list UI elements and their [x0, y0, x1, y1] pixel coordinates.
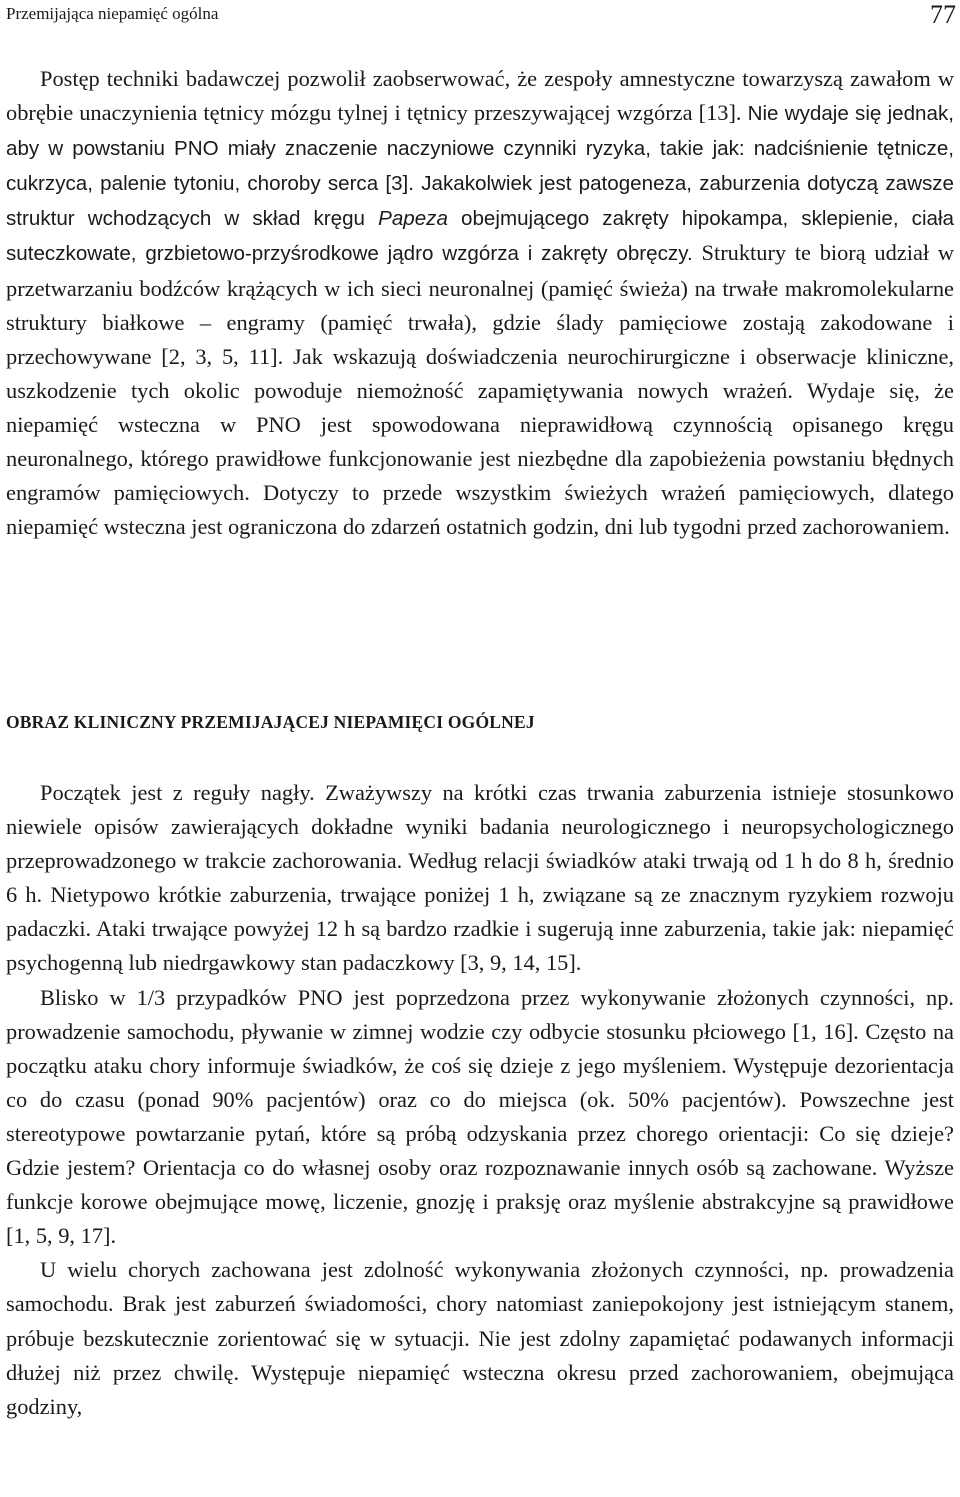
paragraph: Blisko w 1/3 przypadków PNO jest poprzedzona przez wykonywanie złożonych czynności, np. prowadzenie samochodu, pływanie w zimnej wodzie czy odbycie stosunku płciowego [1, 16]. Często na początku ataku chory informuje świadków, że coś się dzieje z jego myśleniem. Występuje dezorientacja co do czasu (ponad 90% pacjentów) oraz co do miejsca (ok. 50% pacjentów). Powszechne jest stereotypowe powtarzanie pytań, które są próbą odzyskania przez chorego orientacji: Co się dzieje? Gdzie jestem? Orientacja co do własnej osoby oraz rozpoznawanie innych osób są zachowane. Wyższe funkcje korowe obejmujące mowę, liczenie, gnozję i praksję oraz myślenie abstrakcyjne są prawidłowe [1, 5, 9, 17].	[6, 984, 954, 1249]
section-clinical-picture	[6, 776, 954, 1424]
page-number: 77	[930, 0, 956, 29]
running-title: Przemijająca niepamięć ogólna	[6, 4, 219, 23]
text-run: Struktury te biorą udział w przetwarzaniu bodźców krążących w ich sieci neuronalnej (pamięć świeża) na trwałe makromolekularne struktury białkowe – engramy (pamięć trwała), gdzie ślady pamięciowe zostają zakodowane i przechowywane [2, 3, 5, 11]. Jak wskazują doświadczenia neurochirurgiczne i obserwacje kliniczne, uszkodzenie tych okolic powoduje niemożność zapamiętywania nowych wrażeń. Wydaje się, że niepamięć wsteczna w PNO jest spowodowana nieprawidłową czynnością opisanego kręgu neuronalnego, którego prawidłowe funkcjonowanie jest niezbędne dla zapobieżenia powstaniu błędnych engramów pamięciowych. Dotyczy to przede wszystkim świeżych wrażeń pamięciowych, dlatego niepamięć wsteczna jest ograniczona do zdarzeń ostatnich godzin, dni lub tygodni przed zachorowaniem.	[6, 240, 954, 540]
paragraph: Początek jest z reguły nagły. Zważywszy na krótki czas trwania zaburzenia istnieje stosunkowo niewiele opisów zawierających dokładne wyniki badania neurologicznego i neuropsychologicznego przeprowadzonego w trakcie zachorowania. Według relacji świadków ataki trwają od 1 h do 8 h, średnio 6 h. Nietypowo krótkie zaburzenia, trwające poniżej 1 h, związane są ze znacznym ryzykiem rozwoju padaczki. Ataki trwające powyżej 12 h są bardzo rzadkie i sugerują inne zaburzenia, takie jak: niepamięć psychogenną lub niedrgawkowy stan padaczkowy [3, 9, 14, 15].	[6, 780, 954, 976]
italic-term: Papeza	[378, 207, 448, 231]
paragraph	[6, 62, 954, 544]
section-heading: OBRAZ KLINICZNY PRZEMIJAJĄCEJ NIEPAMIĘCI OGÓLNEJ	[6, 712, 535, 732]
paragraph: U wielu chorych zachowana jest zdolność wykonywania złożonych czynności, np. prowadzenia samochodu. Brak jest zaburzeń świadomości, chory natomiast zaniepokojony jest istniejącym stanem, próbuje bezskutecznie zorientować się w sytuacji. Nie jest zdolny zapamiętać podawanych informacji dłużej niż przez chwilę. Występuje niepamięć wsteczna okresu przed zachorowaniem, obejmująca godziny,	[6, 1257, 954, 1419]
text-run: obejmującego zakręty hipokampa, sklepienie, ciała suteczkowate, grzbietowo-przyśrodkowe jądro wzgórza i zakręty obręczy.	[6, 207, 954, 266]
text-run: Nie wydaje się jednak, aby w powstaniu PNO miały znaczenie naczyniowe czynniki ryzyka, takie jak: nadciśnienie tętnicze, cukrzyca, palenie tytoniu, choroby serca [3]. Jakakolwiek jest patogeneza, zaburzenia dotyczą zawsze struktur wchodzących w skład kręgu	[6, 102, 954, 231]
section-pathogenesis	[6, 62, 954, 544]
text-run: Postęp techniki badawczej pozwolił zaobserwować, że zespoły amnestyczne towarzyszą zawałom w obrębie unaczynienia tętnicy mózgu tylnej i tętnicy przeszywającej wzgórza [13].	[6, 66, 954, 126]
